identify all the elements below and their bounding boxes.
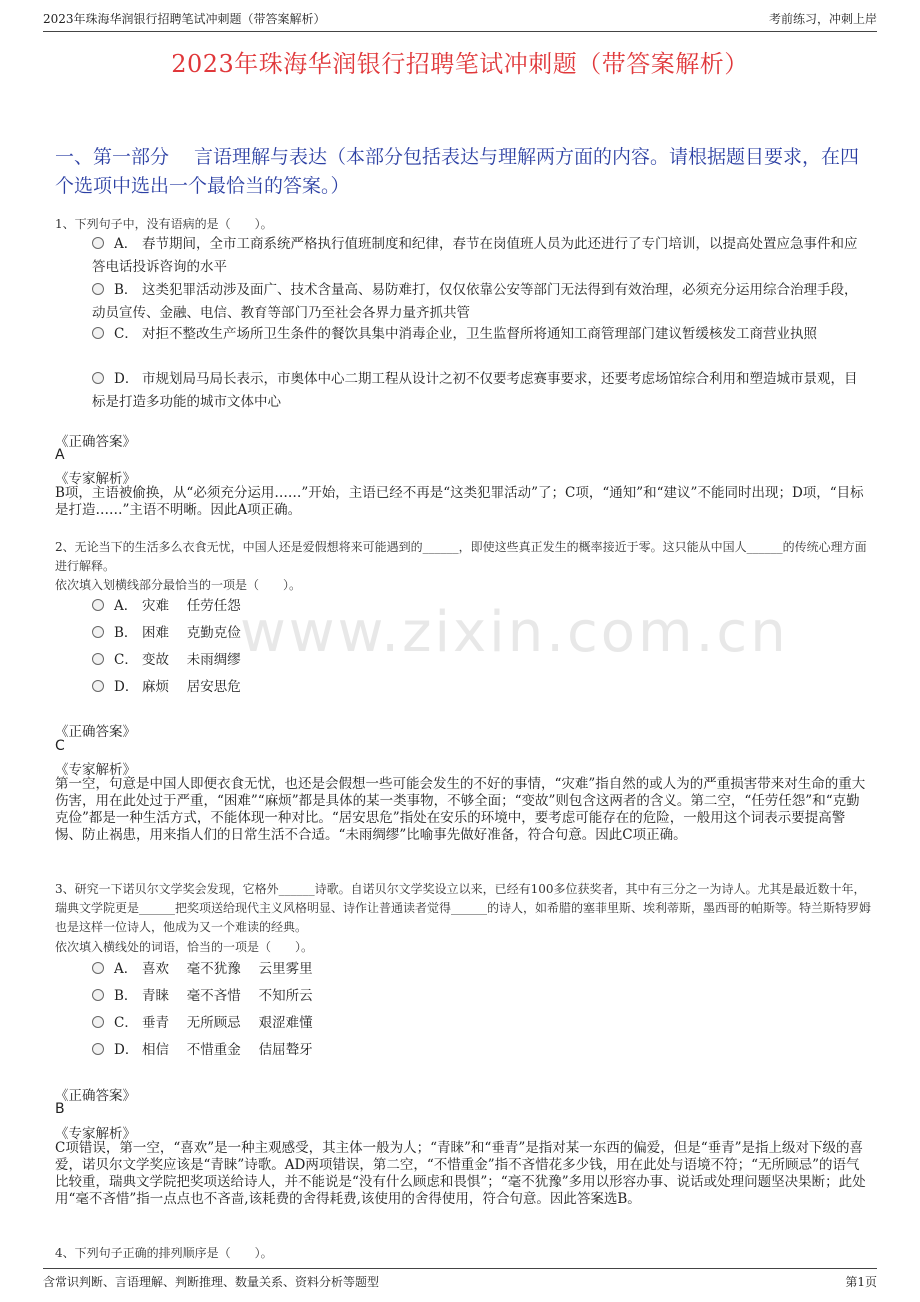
question-1-explanation: B项，主语被偷换，从“必须充分运用……”开始，主语已经不再是“这类犯罪活动”了；C项，“通知”和“建议”不能同时出现；D项，“目标是打造……”主语不明晰。因此A项正确。: [55, 485, 864, 518]
question-1-option-a[interactable]: A． 春节期间，全市工商系统严格执行值班制度和纪律，春节在岗值班人员为此还进行了专门培训，以提高处置应急事件和应答电话投诉咨询的水平: [92, 236, 858, 275]
document-title: 2023年珠海华润银行招聘笔试冲刺题（带答案解析）: [171, 50, 749, 78]
radio-icon[interactable]: [92, 989, 104, 1001]
question-2-explanation: 第一空，句意是中国人即便衣食无忧，也还是会假想一些可能会发生的不好的事情，“灾难”指自然的或人为的严重损害带来对生命的重大伤害，用在此处过于严重，“困难”“麻烦”都是具体的某一类事物，不够全面；“变故”则包含这两者的含义。第二空，“任劳任怨”和“克勤克俭”都是一种生活方式，不能体现一种对比。“居安思危”指处在安乐的环境中，要考虑可能存在的危险，一般用这个词表示要提高警惕、防止祸患，用来指人们的日常生活不合适。“未雨绸缪”比喻事先做好准备，符合句意。因此C项正确。: [55, 776, 866, 843]
radio-icon[interactable]: [92, 653, 104, 665]
radio-icon[interactable]: [92, 1016, 104, 1028]
question-3-option-d[interactable]: D． 相信 不惜重金 佶屈聱牙: [92, 1039, 870, 1062]
radio-icon[interactable]: [92, 626, 104, 638]
question-3-answer: B: [55, 1101, 65, 1117]
question-1-answer-label: 《正确答案》: [55, 434, 136, 450]
question-3-answer-label: 《正确答案》: [55, 1088, 136, 1104]
footer-left-text: 含常识判断、言语理解、判断推理、数量关系、资料分析等题型: [43, 1275, 380, 1289]
question-2-option-b[interactable]: B． 困难 克勤克俭: [92, 622, 870, 645]
question-1-stem: 1、下列句子中，没有语病的是（ ）。: [55, 217, 273, 231]
question-3-option-c[interactable]: C． 垂青 无所顾忌 艰涩难懂: [92, 1012, 870, 1035]
question-1-expert-label: 《专家解析》: [55, 471, 136, 487]
radio-icon[interactable]: [92, 1043, 104, 1055]
question-3-option-a[interactable]: A． 喜欢 毫不犹豫 云里雾里: [92, 958, 870, 981]
question-2-option-c[interactable]: C． 变故 未雨绸缪: [92, 649, 870, 672]
question-1-option-b[interactable]: B． 这类犯罪活动涉及面广、技术含量高、易防难打，仅仅依靠公安等部门无法得到有效治理，必须充分运用综合治理手段，动员宣传、金融、电信、教育等部门乃至社会各界力量齐抓共管: [92, 282, 858, 321]
radio-icon[interactable]: [92, 680, 104, 692]
radio-icon[interactable]: [92, 237, 104, 249]
question-2-prompt: 依次填入划横线部分最恰当的一项是（ ）。: [55, 578, 302, 592]
question-4-stem: 4、下列句子正确的排列顺序是（ ）。: [55, 1246, 273, 1260]
section-heading: 一、第一部分 言语理解与表达（本部分包括表达与理解两方面的内容。请根据题目要求，在四个选项中选出一个最恰当的答案。）: [55, 146, 860, 197]
question-3-explanation: C项错误，第一空，“喜欢”是一种主观感受，其主体一般为人；“青睐”和“垂青”是指对某一东西的偏爱，但是“垂青”是指上级对下级的喜爱，诺贝尔文学奖应该是“青睐”诗歌。AD两项错误，第二空，“不惜重金”指不吝惜花多少钱，用在此处与语境不符；“无所顾忌”的语气比较重，瑞典文学院把奖项送给诗人，并不能说是“没有什么顾虑和畏惧”；“毫不犹豫”多用以形容办事、说话或处理问题坚决果断；此处用“毫不吝惜”指一点点也不吝啬,该耗费的舍得耗费,该使用的舍得使用，符合句意。因此答案选B。: [55, 1140, 866, 1207]
radio-icon[interactable]: [92, 327, 104, 339]
radio-icon[interactable]: [92, 599, 104, 611]
page-header: [43, 10, 877, 32]
question-3-stem: 3、研究一下诺贝尔文学奖会发现，它格外______诗歌。自诺贝尔文学奖设立以来，已经有100多位获奖者，其中有三分之一为诗人。尤其是最近数十年，瑞典文学院更是______把奖项送给现代主义风格明显、诗作让普通读者觉得______的诗人，如希腊的塞菲里斯、埃利蒂斯，墨西哥的帕斯等。特兰斯特罗姆也是这样一位诗人，他成为又一个难读的经典。: [55, 882, 872, 934]
question-2-stem: 2、无论当下的生活多么衣食无忧，中国人还是爱假想将来可能遇到的______，即使这些真正发生的概率接近于零。这只能从中国人______的传统心理方面进行解释。: [55, 540, 867, 573]
question-2-option-a[interactable]: A． 灾难 任劳任怨: [92, 595, 870, 618]
header-right-text: 考前练习，冲刺上岸: [768, 12, 877, 26]
question-2-expert-label: 《专家解析》: [55, 762, 136, 778]
radio-icon[interactable]: [92, 962, 104, 974]
header-left-text: 2023年珠海华润银行招聘笔试冲刺题（带答案解析）: [43, 12, 326, 26]
question-2-answer: C: [55, 738, 65, 754]
question-3-expert-label: 《专家解析》: [55, 1126, 136, 1142]
page-number: 第1页: [845, 1275, 877, 1289]
question-2-answer-label: 《正确答案》: [55, 724, 136, 740]
radio-icon[interactable]: [92, 372, 104, 384]
page-footer: [43, 1268, 877, 1292]
question-3-prompt: 依次填入横线处的词语，恰当的一项是（ ）。: [55, 940, 314, 954]
watermark: www.zixin.com.cn: [240, 600, 789, 665]
question-1-option-d[interactable]: D． 市规划局马局长表示，市奥体中心二期工程从设计之初不仅要考虑赛事要求，还要考虑场馆综合利用和塑造城市景观，目标是打造多功能的城市文体中心: [92, 371, 858, 410]
radio-icon[interactable]: [92, 283, 104, 295]
question-2-option-d[interactable]: D． 麻烦 居安思危: [92, 676, 870, 699]
question-1-answer: A: [55, 447, 65, 463]
question-3-option-b[interactable]: B． 青睐 毫不吝惜 不知所云: [92, 985, 870, 1008]
question-1-option-c[interactable]: C． 对拒不整改生产场所卫生条件的餐饮具集中消毒企业，卫生监督所将通知工商管理部门建议暂缓核发工商营业执照: [92, 323, 870, 346]
